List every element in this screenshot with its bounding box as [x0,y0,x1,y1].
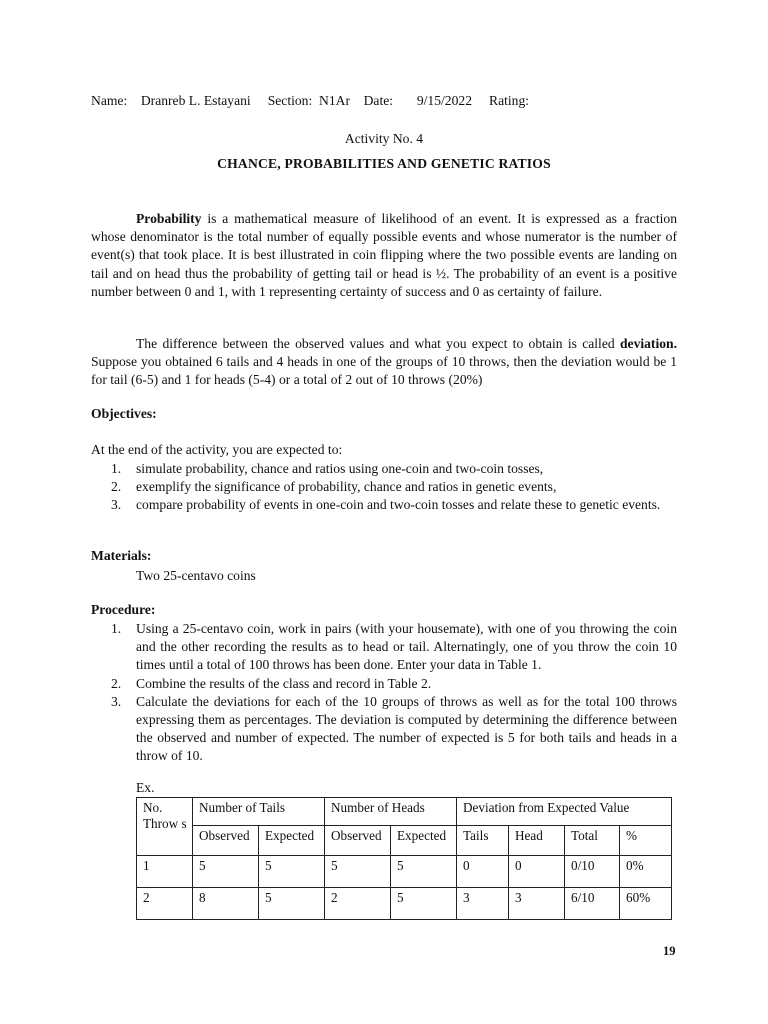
list-item [91,620,677,675]
subheader-cell: Expected [259,826,325,856]
subheader-cell: Observed [193,826,259,856]
name-label: Name: [91,93,128,108]
list-number: 2. [111,675,122,691]
table-cell: 5 [259,856,325,888]
table-cell: 0 [457,856,509,888]
section-value: N1Ar [319,93,351,108]
objectives-heading: Objectives: [91,406,157,421]
procedure-heading: Procedure: [91,602,156,617]
subheader-cell: % [620,826,672,856]
table-row [137,856,672,888]
list-text: Calculate the deviations for each of the 10 groups of throws as well as for the total 100 throws expressing them as percentages. The deviation is computed by determining the difference between the observed and number of expected. The number of expected is 5 for both tails and heads in a throw of 10. [136,693,677,764]
probability-text: is a mathematical measure of likelihood of an event. It is expressed as a fraction whose denominator is the total number of equally possible events and whose numerator is the number of event(s) that took place. It is best illustrated in coin flipping where the two possible events are landing on tail and on head thus the probability of getting tail or head is ½. The probability of an event is a positive number between 0 and 1, with 1 representing certainty of success and 0 as certainty of failure. [91,211,677,299]
table-cell: 1 [137,856,193,888]
header-number-of-tails: Number of Tails [193,798,325,826]
materials-item: Two 25-centavo coins [136,568,256,583]
table-cell: 0/10 [565,856,620,888]
list-text: Combine the results of the class and record in Table 2. [136,675,432,691]
list-item [91,693,677,766]
name-value: Dranreb L. Estayani [140,93,251,108]
subheader-cell: Observed [325,826,391,856]
header-number-of-heads: Number of Heads [325,798,457,826]
table-cell: 3 [509,888,565,920]
list-number: 2. [111,479,122,495]
table-cell: 5 [193,856,259,888]
table-cell: 0% [620,856,672,888]
probability-term: Probability [136,211,202,226]
header-deviation: Deviation from Expected Value [457,798,672,826]
objectives-list [91,460,677,515]
page-title: CHANCE, PROBABILITIES AND GENETIC RATIOS [217,156,551,171]
list-text: compare probability of events in one-coin and two-coin tosses and relate these to genetic events. [136,497,661,513]
rating-label: Rating: [489,93,530,108]
procedure-list [91,620,677,766]
subheader-cell: Head [509,826,565,856]
deviation-paragraph [91,335,677,390]
deviation-text: Suppose you obtained 6 tails and 4 heads in one of the groups of 10 throws, then the deviation would be 1 for tail (6-5) and 1 for heads (5-4) or a total of 2 out of 10 throws (20%) [91,354,677,388]
table-cell: 2 [137,888,193,920]
table-cell: 8 [193,888,259,920]
probability-paragraph [91,210,677,301]
table-cell: 0 [509,856,565,888]
section-label: Section: [267,93,313,108]
subheader-cell: Tails [457,826,509,856]
list-number: 3. [111,497,122,513]
list-text: exemplify the significance of probability, chance and ratios in genetic events, [136,479,557,495]
list-text: Using a 25-centavo coin, work in pairs (with your housemate), with one of you throwing the coin and the other recording the results as to head or tail. Alternatingly, one of you throw the coin 10 times until a total of 100 throws has been done. Enter your data in Table 1. [136,621,677,673]
table-cell: 5 [259,888,325,920]
list-number: 3. [111,693,122,709]
table-cell: 5 [325,856,391,888]
table-cell: 3 [457,888,509,920]
table-row [137,888,672,920]
list-item [91,460,677,478]
list-number: 1. [111,461,122,476]
list-text: simulate probability, chance and ratios using one-coin and two-coin tosses, [136,461,544,476]
table-cell: 60% [620,888,672,920]
table-cell: 5 [391,856,457,888]
page-number: 19 [663,944,676,958]
materials-heading: Materials: [91,548,152,563]
deviation-term: deviation. [619,336,677,351]
list-item [91,496,677,514]
student-info-line [91,93,529,109]
activity-number: Activity No. 4 [344,131,424,146]
date-label: Date: [363,93,394,108]
deviation-intro: The difference between the observed values and what you expect to obtain is called [136,336,620,351]
list-number: 1. [111,621,122,636]
subheader-cell: Expected [391,826,457,856]
table-cell: 6/10 [565,888,620,920]
list-item [91,675,677,693]
date-value: 9/15/2022 [416,93,472,108]
header-no-throws: No. Throw s [137,798,193,856]
table-cell: 2 [325,888,391,920]
objectives-intro: At the end of the activity, you are expected to: [91,442,343,457]
deviation-example-table [136,797,672,920]
subheader-cell: Total [565,826,620,856]
table-cell: 5 [391,888,457,920]
list-item [91,478,677,496]
example-label: Ex. [136,780,155,795]
